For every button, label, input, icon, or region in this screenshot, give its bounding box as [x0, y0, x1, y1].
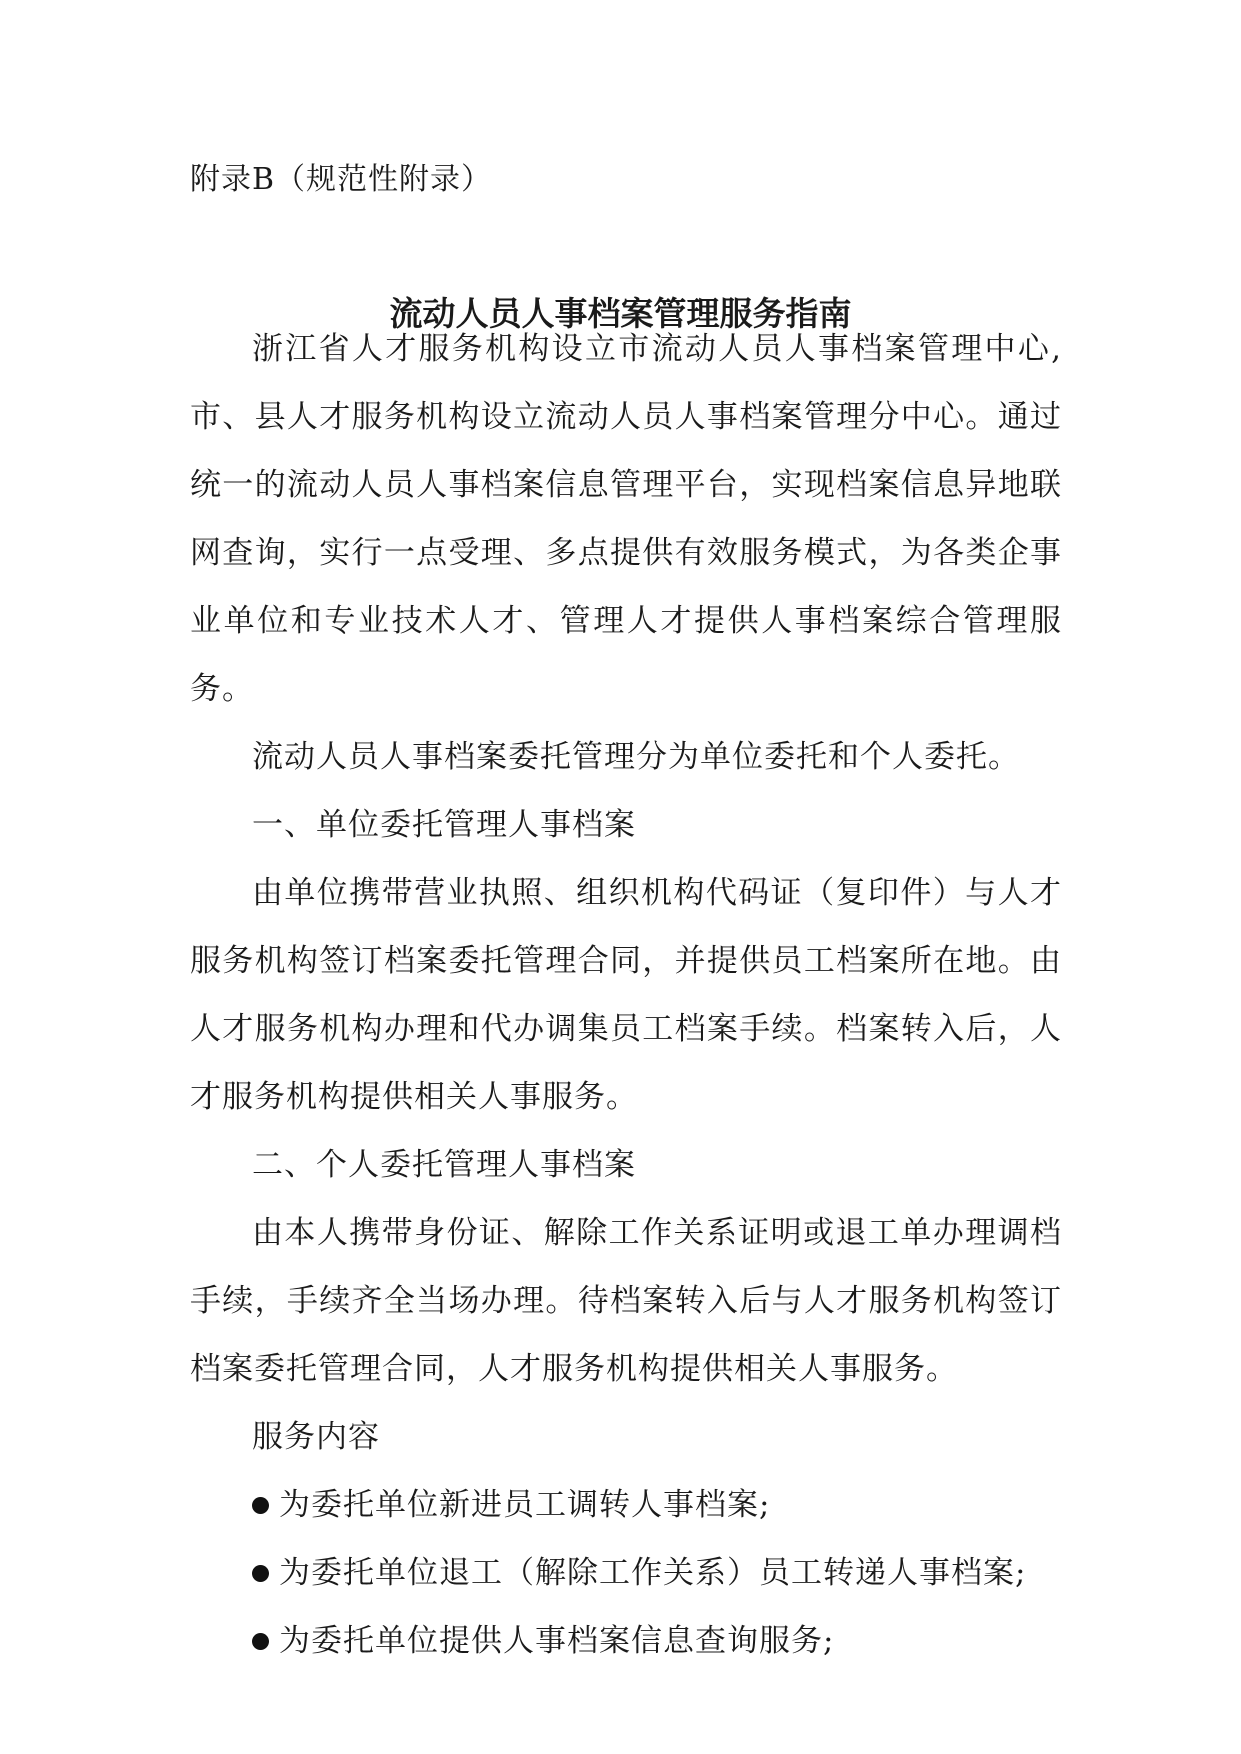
- section-heading-personal-entrust: 二、个人委托管理人事档案: [252, 1147, 636, 1183]
- document-title: 流动人员人事档案管理服务指南: [389, 294, 852, 333]
- list-item-text: 为委托单位退工（解除工作关系）员工转递人事档案;: [279, 1555, 1027, 1591]
- list-item: [190, 1539, 1062, 1607]
- service-content-label: 服务内容: [252, 1419, 380, 1455]
- intro-paragraph: 流动人员人事档案委托管理分为单位委托和个人委托。: [252, 739, 1020, 775]
- list-item-text: 为委托单位提供人事档案信息查询服务;: [279, 1623, 835, 1659]
- section-paragraph-unit-entrust: 由单位携带营业执照、组织机构代码证（复印件）与人才服务机构签订档案委托管理合同，并提供员工档案所在地。由人才服务机构办理和代办调集员工档案手续。档案转入后，人才服务机构提供相关人事服务。: [190, 875, 1062, 1115]
- bullet-dot-icon: [252, 1565, 269, 1582]
- section-heading-unit-entrust: 一、单位委托管理人事档案: [252, 807, 636, 843]
- bullet-dot-icon: [252, 1497, 269, 1514]
- list-item-text: 为委托单位新进员工调转人事档案;: [279, 1487, 771, 1523]
- list-item: [190, 1471, 1062, 1539]
- bullet-dot-icon: [252, 1633, 269, 1650]
- section-paragraph-personal-entrust: 由本人携带身份证、解除工作关系证明或退工单办理调档手续，手续齐全当场办理。待档案转入后与人才服务机构签订档案委托管理合同，人才服务机构提供相关人事服务。: [190, 1215, 1062, 1387]
- annex-label: 附录B（规范性附录）: [190, 162, 493, 197]
- intro-paragraph: 浙江省人才服务机构设立市流动人员人事档案管理中心,市、县人才服务机构设立流动人员人事档案管理分中心。通过统一的流动人员人事档案信息管理平台，实现档案信息异地联网查询，实行一点受理、多点提供有效服务模式，为各类企事业单位和专业技术人才、管理人才提供人事档案综合管理服务。: [190, 331, 1062, 707]
- document-body: [190, 315, 1062, 1675]
- list-item: [190, 1607, 1062, 1675]
